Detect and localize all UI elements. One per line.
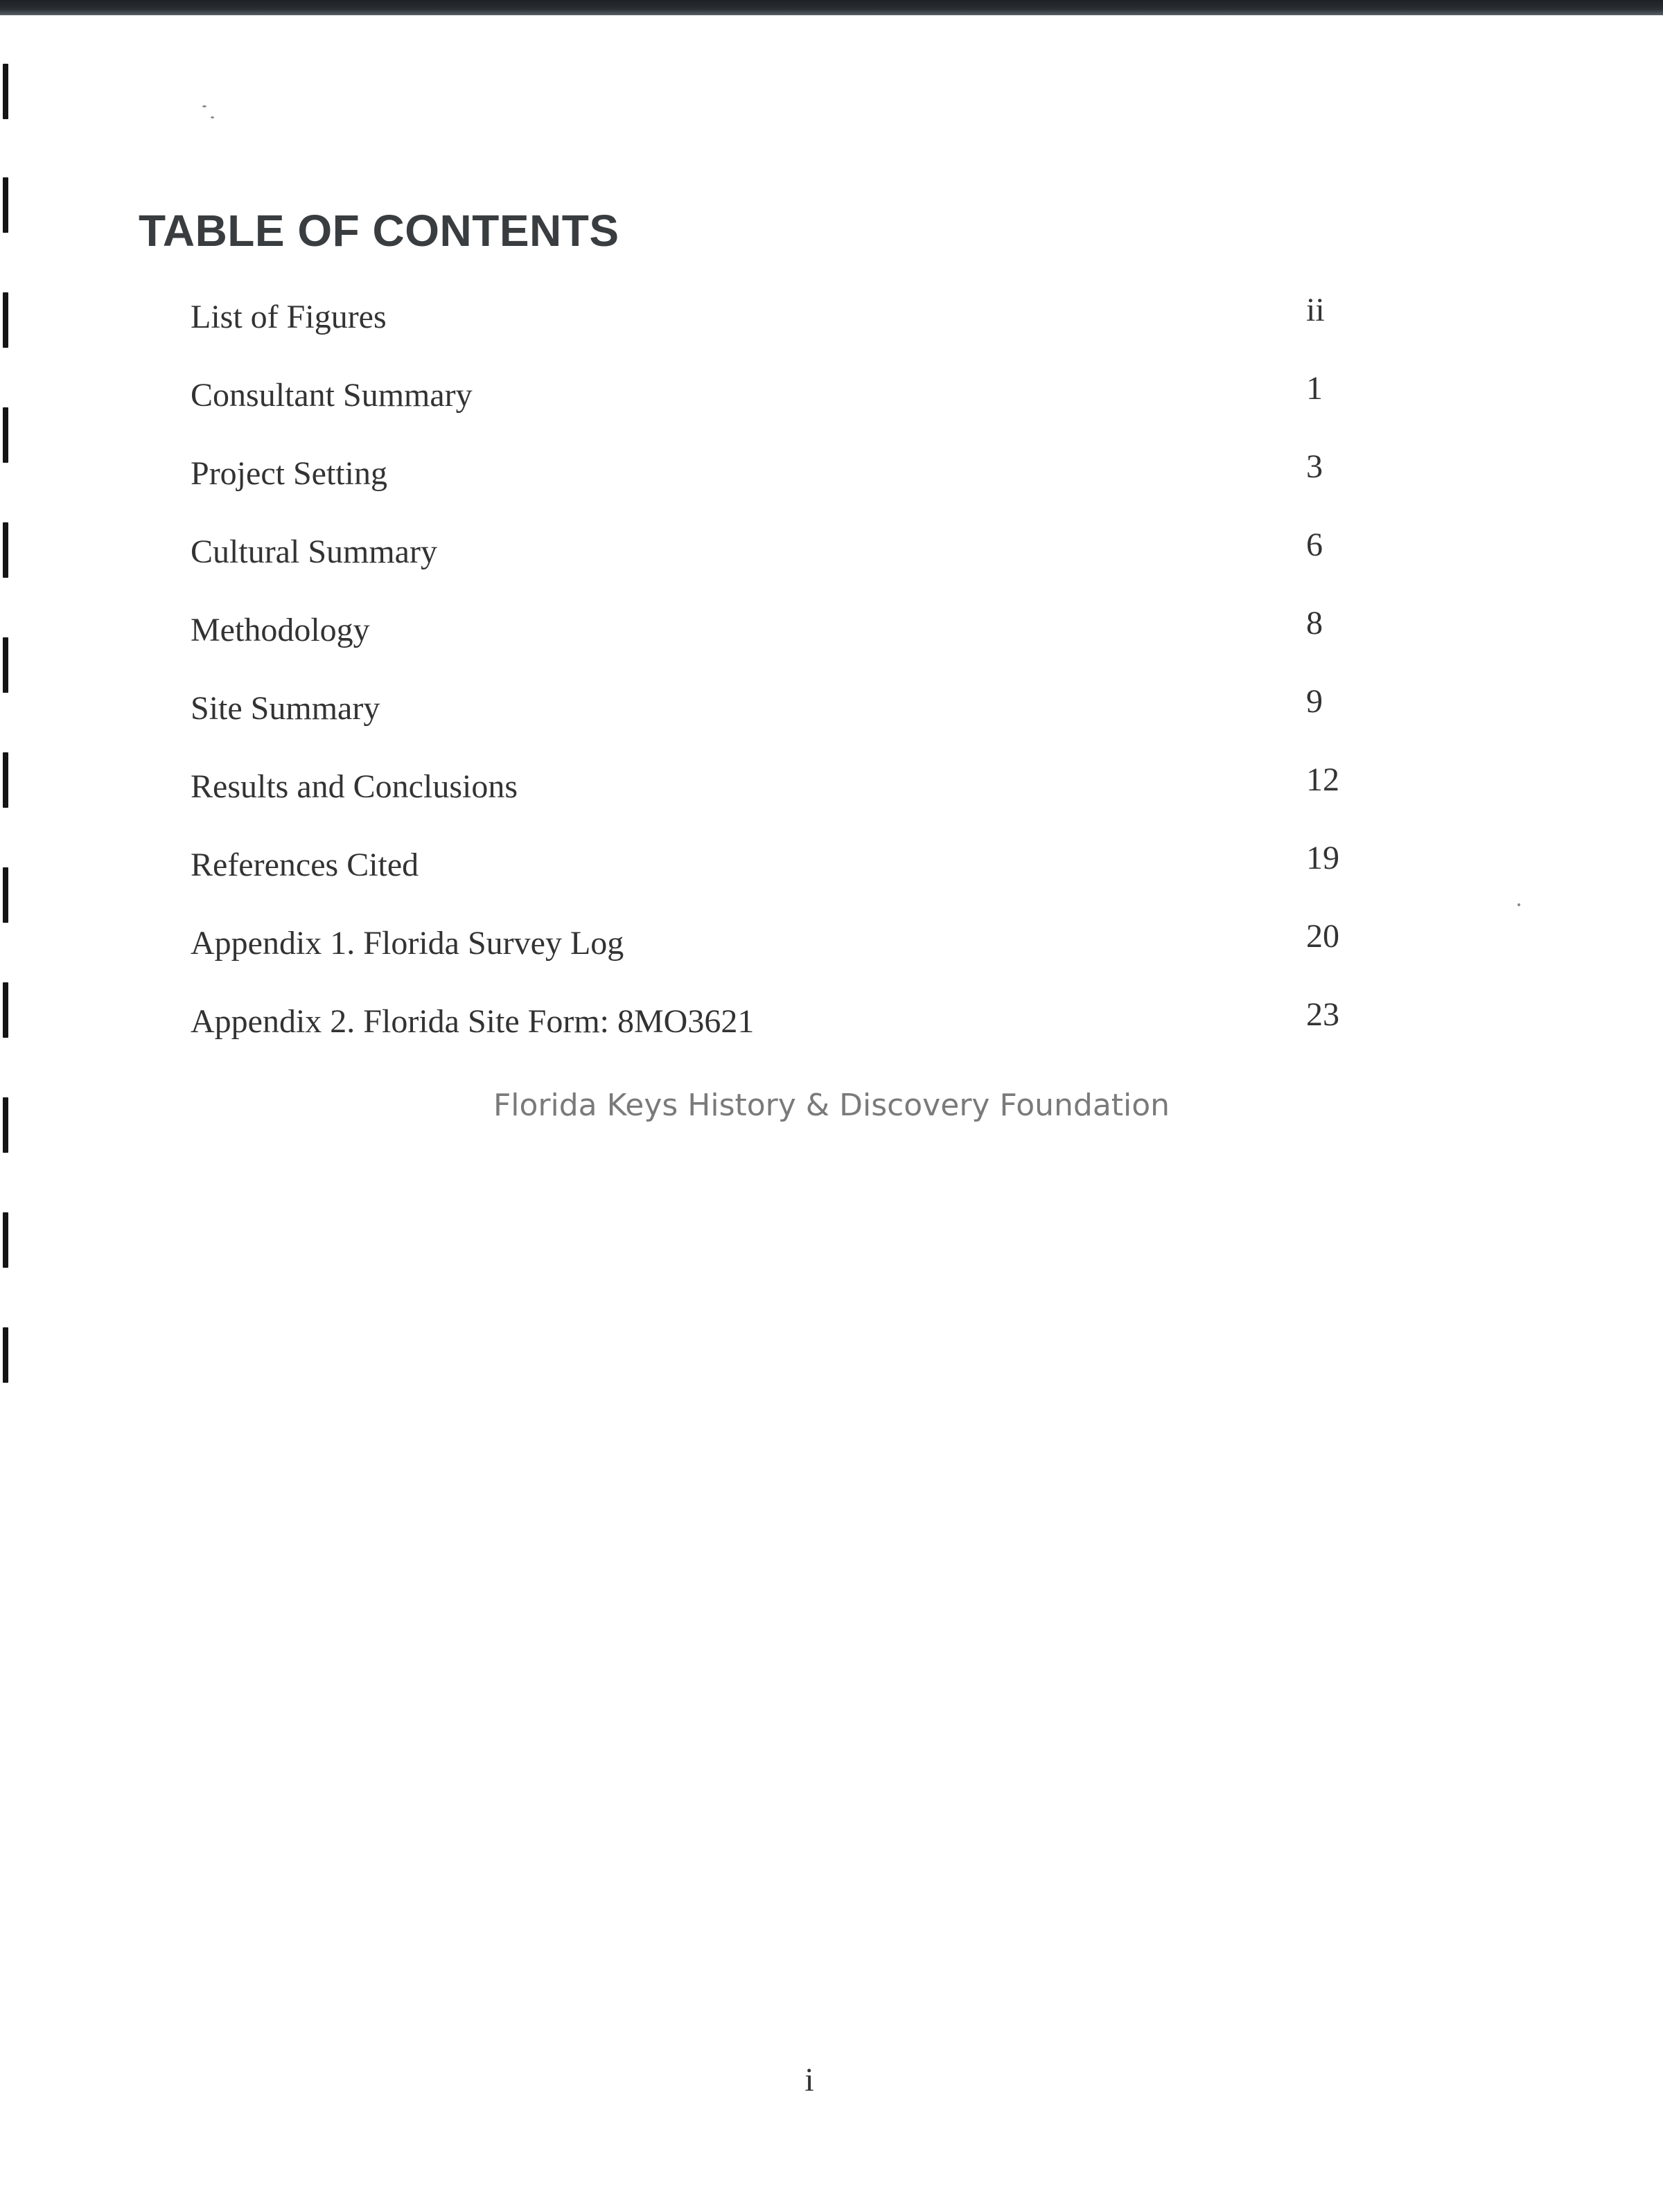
toc-entry-page: 1 (1306, 370, 1323, 407)
toc-entry (191, 448, 1355, 510)
scan-speck (202, 105, 206, 107)
toc-entry (191, 370, 1355, 432)
scan-top-edge (0, 0, 1663, 15)
toc-entry (191, 292, 1355, 353)
toc-entry-page: 8 (1306, 605, 1323, 642)
toc-entry-label: Cultural Summary (191, 533, 437, 570)
binding-mark (3, 637, 8, 693)
scan-speck (211, 116, 214, 118)
toc-entry (191, 918, 1355, 980)
toc-entry-label: List of Figures (191, 299, 387, 335)
binding-mark (3, 1212, 8, 1268)
toc-entry-page: 20 (1306, 918, 1339, 955)
toc-entry-label: References Cited (191, 847, 419, 883)
toc-entry-page: ii (1306, 292, 1325, 328)
toc-entry-page: 12 (1306, 761, 1339, 798)
toc-entry-page: 6 (1306, 527, 1323, 563)
toc-entry-label: Results and Conclusions (191, 768, 518, 805)
binding-mark (3, 292, 8, 348)
toc-entry-label: Appendix 1. Florida Survey Log (191, 925, 624, 962)
watermark: Florida Keys History & Discovery Foundation (493, 1088, 1170, 1123)
toc-entry-label: Site Summary (191, 690, 380, 727)
toc-entry-label: Project Setting (191, 455, 387, 492)
toc-entry-label: Consultant Summary (191, 377, 473, 414)
toc-entry-page: 19 (1306, 840, 1339, 876)
toc-entry-page: 3 (1306, 448, 1323, 485)
binding-mark (3, 64, 8, 119)
toc-entry-page: 9 (1306, 683, 1323, 720)
toc-entry (191, 527, 1355, 588)
toc-entry (191, 840, 1355, 901)
binding-marks (0, 0, 14, 1455)
page-number: i (804, 2062, 814, 2098)
toc-entry-label: Appendix 2. Florida Site Form: 8MO3621 (191, 1003, 755, 1040)
toc-entry (191, 996, 1355, 1058)
toc-entry (191, 683, 1355, 745)
binding-mark (3, 982, 8, 1038)
toc-entry (191, 761, 1355, 823)
toc-entry-page: 23 (1306, 996, 1339, 1033)
binding-mark (3, 1327, 8, 1383)
binding-mark (3, 407, 8, 463)
binding-mark (3, 522, 8, 578)
scan-speck (1517, 903, 1520, 906)
page-title: TABLE OF CONTENTS (139, 206, 619, 256)
binding-mark (3, 752, 8, 808)
binding-mark (3, 177, 8, 233)
toc-entry (191, 605, 1355, 666)
toc-entry-label: Methodology (191, 612, 370, 648)
binding-mark (3, 867, 8, 923)
